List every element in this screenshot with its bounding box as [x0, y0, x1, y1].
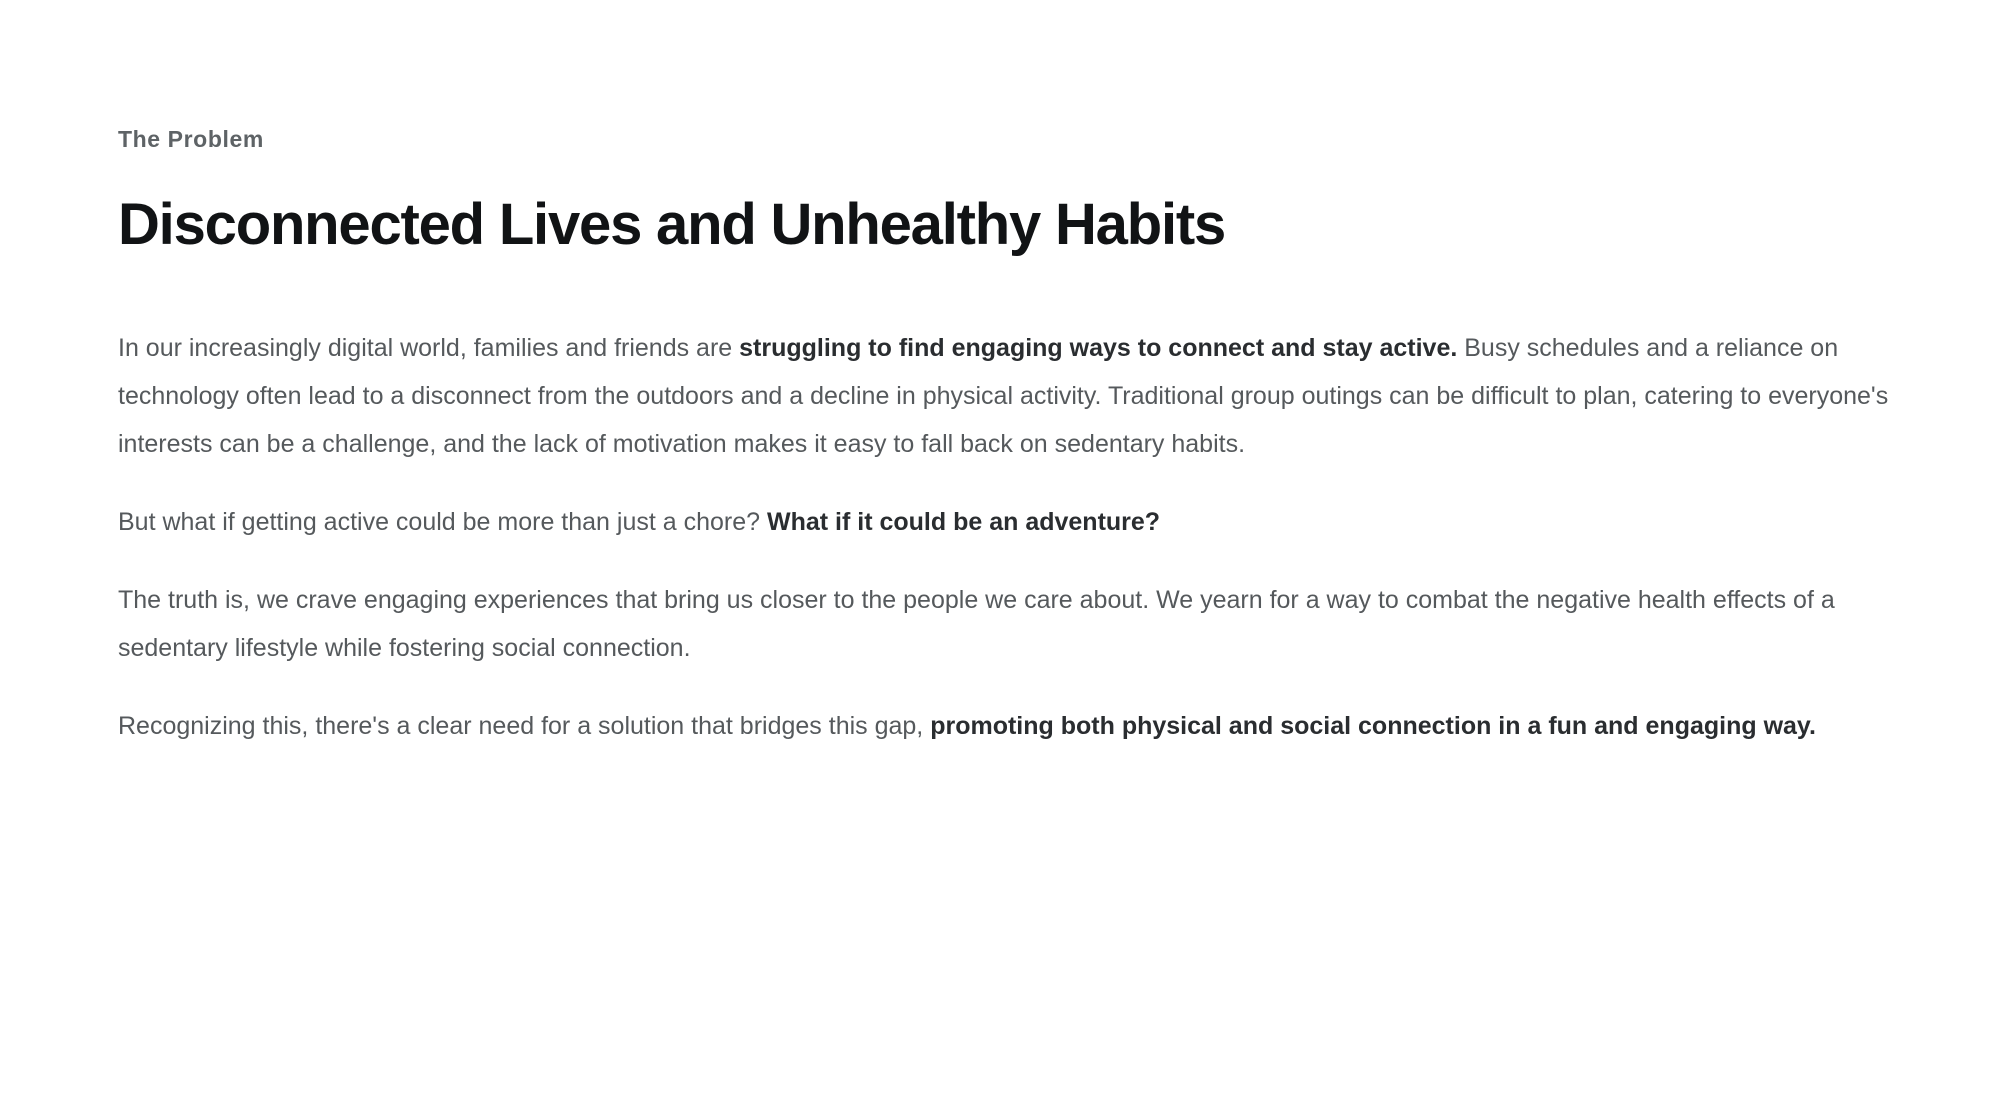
paragraph	[118, 702, 1908, 750]
emphasis-text: What if it could be an adventure?	[767, 508, 1161, 537]
document-content	[118, 126, 1908, 750]
body-text: Busy schedules and a reliance on technology often lead to a disconnect from the outdoors and a decline in physical activity. Traditional group outings can be difficult to plan, catering to everyone's interests can be a challenge, and the lack of motivation makes it easy to fall back on sedentary habits.	[118, 334, 1889, 459]
emphasis-text: struggling to find engaging ways to connect and stay active.	[739, 334, 1458, 363]
paragraph	[118, 576, 1908, 672]
paragraph	[118, 498, 1908, 546]
body-paragraphs	[118, 324, 1908, 750]
page-title: Disconnected Lives and Unhealthy Habits	[118, 191, 1226, 257]
body-text: The truth is, we crave engaging experiences that bring us closer to the people we care about. We yearn for a way to combat the negative health effects of a sedentary lifestyle while fostering social connection.	[118, 586, 1835, 663]
body-text: In our increasingly digital world, families and friends are	[118, 334, 740, 363]
paragraph	[118, 324, 1908, 468]
body-text: Recognizing this, there's a clear need for a solution that bridges this gap,	[118, 712, 931, 741]
body-text: But what if getting active could be more than just a chore?	[118, 508, 767, 537]
emphasis-text: promoting both physical and social connection in a fun and engaging way.	[930, 712, 1816, 741]
section-eyebrow: The Problem	[118, 126, 264, 152]
